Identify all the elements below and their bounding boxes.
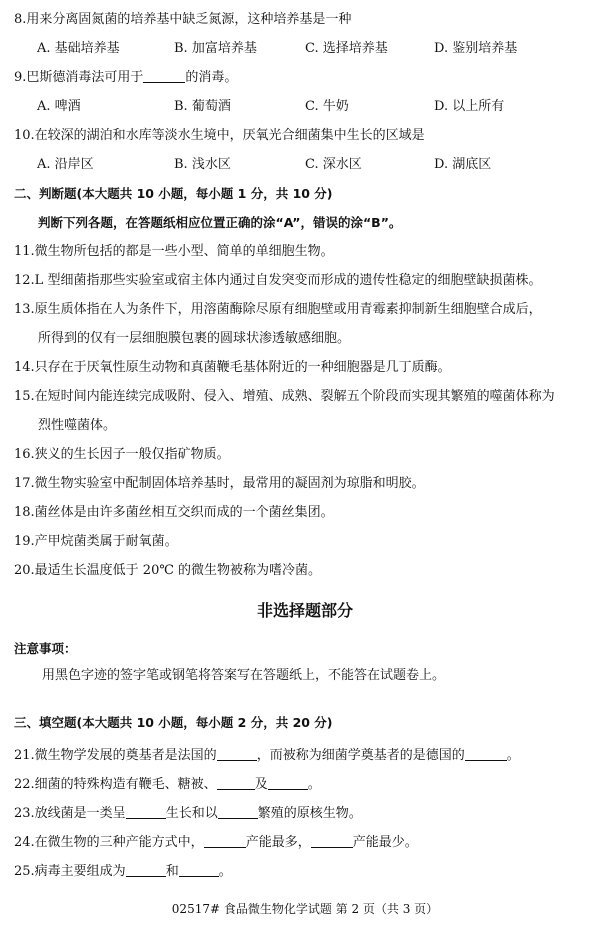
answer-blank	[311, 835, 353, 848]
page-footer: 02517# 食品微生物化学试题 第 2 页（共 3 页）	[171, 902, 439, 916]
notice-text: 用黑色字迹的签字笔或钢笔将答案写在答题纸上，不能答在试题卷上。	[42, 668, 446, 683]
question-10-option-d: D. 湖底区	[434, 157, 492, 172]
question-9-stem	[14, 70, 237, 86]
question-21	[14, 748, 520, 764]
part-title: 非选择题部分	[256, 601, 353, 620]
section-2-instruction: 判断下列各题，在答题纸相应位置正确的涂“A”，错误的涂“B”。	[38, 215, 402, 230]
answer-blank	[218, 806, 258, 819]
question-21-part-b: ，而被称为细菌学奠基者的是德国的	[256, 748, 465, 763]
question-10-option-b: B. 浅水区	[174, 157, 231, 172]
question-23-part-b: 生长和以	[165, 806, 218, 821]
question-22-part-b: 及	[254, 777, 268, 792]
question-16: 16.狭义的生长因子一般仅指矿物质。	[14, 447, 230, 462]
question-8-option-c: C. 选择培养基	[305, 41, 388, 56]
question-24	[14, 835, 418, 851]
question-25-part-b: 和	[165, 864, 179, 879]
question-15-line-1: 15.在短时间内能连续完成吸附、侵入、增殖、成熟、裂解五个阶段而实现其繁殖的噬菌体称为	[14, 389, 555, 404]
question-8-stem: 8.用来分离固氮菌的培养基中缺乏氮源，这种培养基是一种	[14, 12, 352, 27]
question-9-option-b: B. 葡萄酒	[174, 99, 231, 114]
answer-blank	[126, 864, 166, 877]
question-19: 19.产甲烷菌类属于耐氧菌。	[14, 534, 178, 549]
question-10-option-a: A. 沿岸区	[37, 157, 94, 172]
question-24-part-a: 24.在微生物的三种产能方式中，	[14, 835, 204, 850]
question-24-part-c: 产能最少。	[352, 835, 418, 850]
question-13-line-1: 13.原生质体指在人为条件下，用溶菌酶除尽原有细胞壁或用青霉素抑制新生细胞壁合成后，	[14, 302, 542, 317]
question-25	[14, 864, 232, 880]
question-10-stem: 10.在较深的湖泊和水库等淡水生境中，厌氧光合细菌集中生长的区域是	[14, 128, 425, 143]
question-25-part-c: 。	[218, 864, 232, 879]
question-8-option-a: A. 基础培养基	[37, 41, 120, 56]
question-22-part-c: 。	[307, 777, 321, 792]
question-22	[14, 777, 321, 793]
question-23	[14, 806, 362, 822]
question-21-part-c: 。	[506, 748, 520, 763]
question-25-part-a: 25.病毒主要组成为	[14, 864, 126, 879]
answer-blank	[126, 806, 166, 819]
question-20: 20.最适生长温度低于 20℃ 的微生物被称为嗜冷菌。	[14, 563, 322, 578]
section-3-heading: 三、填空题(本大题共 10 小题，每小题 2 分，共 20 分)	[14, 715, 333, 730]
answer-blank	[143, 70, 185, 83]
question-23-part-a: 23.放线菌是一类呈	[14, 806, 126, 821]
question-13-line-2: 所得到的仅有一层细胞膜包裹的圆球状渗透敏感细胞。	[38, 331, 351, 346]
question-12: 12.L 型细菌指那些实验室或宿主体内通过自发突变而形成的遗传性稳定的细胞壁缺损菌株。	[14, 273, 542, 288]
question-8-option-d: D. 鉴别培养基	[434, 41, 518, 56]
answer-blank	[204, 835, 246, 848]
section-2-heading: 二、判断题(本大题共 10 小题，每小题 1 分，共 10 分)	[14, 186, 333, 201]
question-18: 18.菌丝体是由许多菌丝相互交织而成的一个菌丝集团。	[14, 505, 334, 520]
question-9-stem-before: 9.巴斯德消毒法可用于	[14, 70, 144, 85]
answer-blank	[217, 748, 257, 761]
question-11: 11.微生物所包括的都是一些小型、简单的单细胞生物。	[14, 244, 334, 259]
answer-blank	[268, 777, 308, 790]
question-9-option-c: C. 牛奶	[305, 99, 349, 114]
question-10-option-c: C. 深水区	[305, 157, 362, 172]
question-9-option-a: A. 啤酒	[37, 99, 81, 114]
answer-blank	[179, 864, 219, 877]
answer-blank	[217, 777, 255, 790]
question-22-part-a: 22.细菌的特殊构造有鞭毛、糖被、	[14, 777, 217, 792]
answer-blank	[465, 748, 507, 761]
question-9-option-d: D. 以上所有	[434, 99, 505, 114]
question-14: 14.只存在于厌氧性原生动物和真菌鞭毛基体附近的一种细胞器是几丁质酶。	[14, 360, 451, 375]
question-8-option-b: B. 加富培养基	[174, 41, 257, 56]
question-17: 17.微生物实验室中配制固体培养基时，最常用的凝固剂为琼脂和明胶。	[14, 476, 425, 491]
question-15-line-2: 烈性噬菌体。	[38, 418, 117, 433]
question-9-stem-after: 的消毒。	[185, 70, 238, 85]
question-23-part-c: 繁殖的原核生物。	[257, 806, 362, 821]
question-24-part-b: 产能最多，	[245, 835, 311, 850]
question-21-part-a: 21.微生物学发展的奠基者是法国的	[14, 748, 217, 763]
notice-heading: 注意事项：	[14, 641, 77, 656]
